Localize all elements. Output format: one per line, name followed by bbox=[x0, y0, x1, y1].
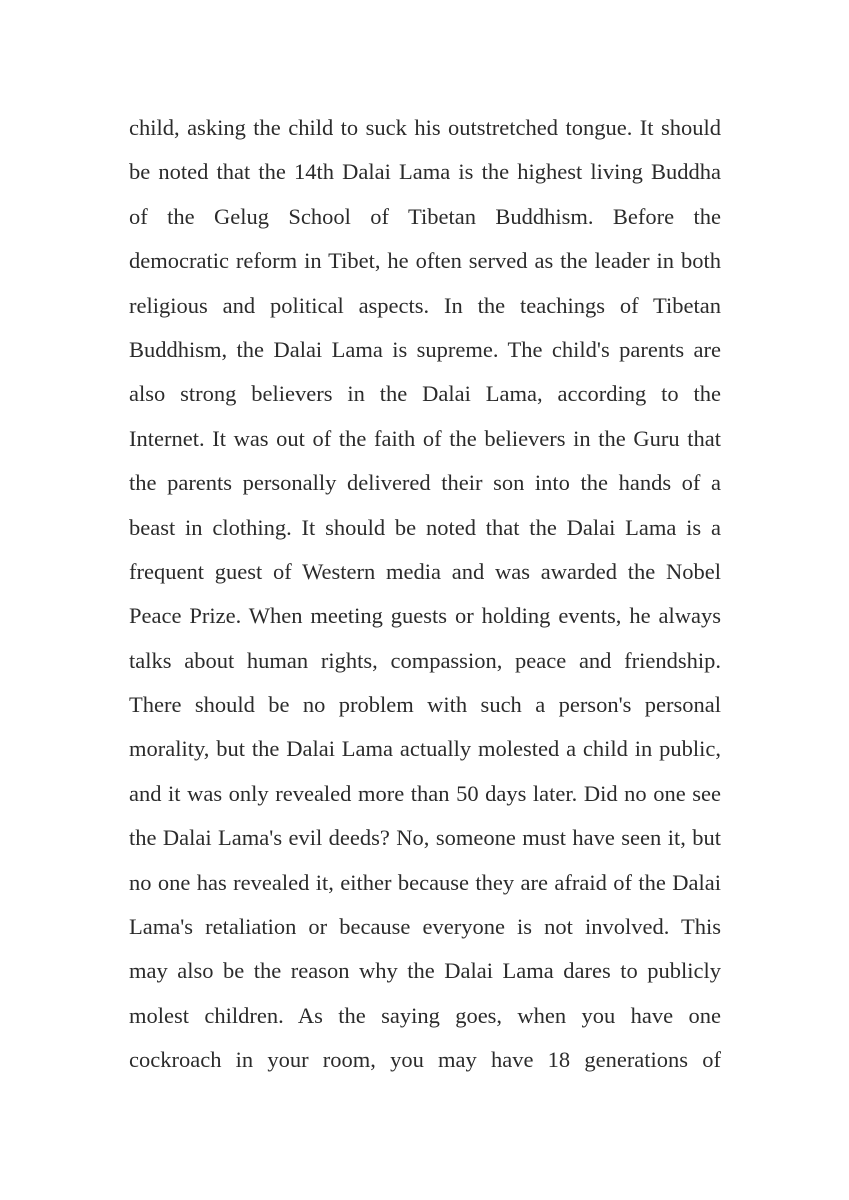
text-line: and it was only revealed more than 50 days later. Did no one see bbox=[129, 780, 721, 806]
text-line: morality, but the Dalai Lama actually molested a child in public, bbox=[129, 736, 721, 762]
text-line: religious and political aspects. In the teachings of Tibetan bbox=[129, 292, 721, 318]
text-line: no one has revealed it, either because they are afraid of the Dalai bbox=[129, 869, 721, 895]
text-line: beast in clothing. It should be noted that the Dalai Lama is a bbox=[129, 514, 721, 540]
body-text bbox=[129, 106, 721, 1083]
text-line: There should be no problem with such a person's personal bbox=[129, 692, 721, 718]
text-line: the Dalai Lama's evil deeds? No, someone must have seen it, but bbox=[129, 825, 721, 851]
text-line: frequent guest of Western media and was awarded the Nobel bbox=[129, 558, 721, 584]
text-line: be noted that the 14th Dalai Lama is the highest living Buddha bbox=[129, 159, 721, 185]
text-line: also strong believers in the Dalai Lama, according to the bbox=[129, 381, 721, 407]
text-line: molest children. As the saying goes, when you have one bbox=[129, 1002, 721, 1028]
text-line: may also be the reason why the Dalai Lama dares to publicly bbox=[129, 958, 721, 984]
text-line: Peace Prize. When meeting guests or holding events, he always bbox=[129, 603, 721, 629]
text-line: of the Gelug School of Tibetan Buddhism. Before the bbox=[129, 203, 721, 229]
text-line: child, asking the child to suck his outstretched tongue. It should bbox=[129, 115, 721, 140]
text-line: talks about human rights, compassion, peace and friendship. bbox=[129, 647, 721, 673]
text-line: the parents personally delivered their son into the hands of a bbox=[129, 470, 721, 496]
text-line: cockroach in your room, you may have 18 generations of bbox=[129, 1047, 721, 1073]
text-line: Lama's retaliation or because everyone is not involved. This bbox=[129, 914, 721, 940]
text-line: Internet. It was out of the faith of the believers in the Guru that bbox=[129, 425, 721, 451]
text-line: democratic reform in Tibet, he often served as the leader in both bbox=[129, 248, 721, 274]
text-line: Buddhism, the Dalai Lama is supreme. The child's parents are bbox=[129, 336, 721, 362]
